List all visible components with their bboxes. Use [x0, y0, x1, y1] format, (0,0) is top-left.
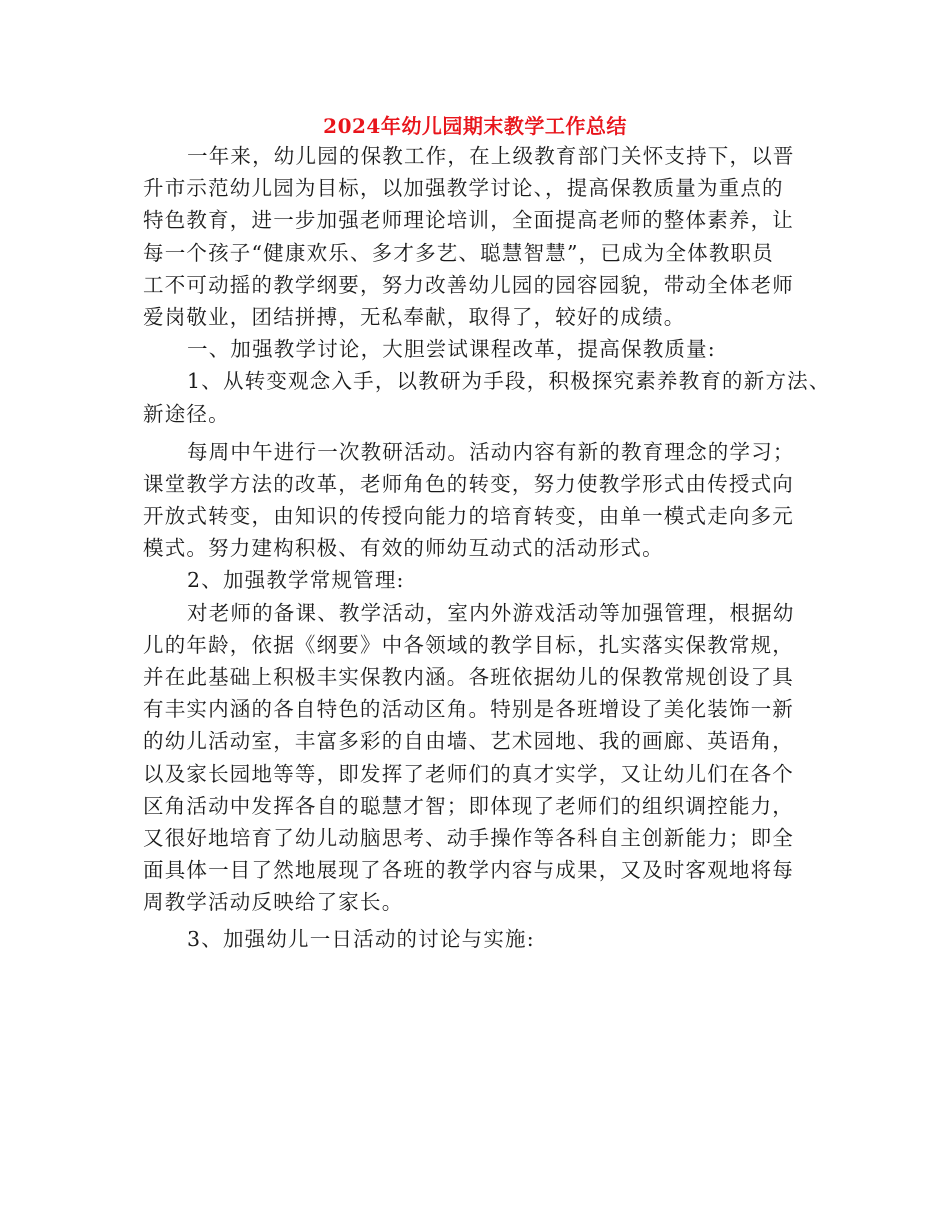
paragraph-line: 面具体一目了然地展现了各班的教学内容与成果，又及时客观地将每 — [143, 858, 794, 883]
paragraph-line: 特色教育，进一步加强老师理论培训，全面提高老师的整体素养，让 — [143, 208, 794, 233]
paragraph-line: 升市示范幼儿园为目标，以加强教学讨论、，提高保教质量为重点的 — [143, 176, 784, 201]
paragraph-line: 周教学活动反映给了家长。 — [143, 890, 404, 915]
paragraph-line: 并在此基础上积极丰实保教内涵。各班依据幼儿的保教常规创设了具 — [143, 665, 794, 689]
paragraph-line: 一年来，幼儿园的保教工作，在上级教育部门关怀支持下，以晋 — [187, 144, 795, 168]
document-body — [143, 140, 831, 955]
paragraph-line: 课堂教学方法的改革，老师角色的转变，努力使教学形式由传授式向 — [143, 471, 794, 496]
paragraph-line: 爱岗敬业，团结拼搏，无私奉献，取得了，较好的成绩。 — [143, 304, 686, 329]
paragraph-line: 新途径。 — [143, 401, 230, 426]
paragraph-line: 区角活动中发挥各自的聪慧才智；即体现了老师们的组织调控能力， — [143, 793, 794, 818]
paragraph-line: 每一个孩子“健康欢乐、多才多艺、聪慧智慧”，已成为全体教职员 — [143, 240, 774, 265]
document-title: 2024年幼儿园期末教学工作总结 — [323, 114, 627, 138]
paragraph-line: 又很好地培育了幼儿动脑思考、动手操作等各科自主创新能力；即全 — [143, 825, 794, 850]
paragraph-line: 一、加强教学讨论，大胆尝试课程改革，提高保教质量: — [187, 337, 716, 362]
paragraph-line: 开放式转变，由知识的传授向能力的培育转变，由单一模式走向多元 — [143, 504, 794, 529]
paragraph-line: 3、加强幼儿一日活动的讨论与实施: — [187, 926, 535, 951]
paragraph-line: 每周中午进行一次教研活动。活动内容有新的教育理念的学习； — [187, 439, 795, 464]
paragraph-line: 1、从转变观念入手，以教研为手段，积极探究素养教育的新方法、 — [187, 369, 831, 394]
paragraph-line: 模式。努力建构积极、有效的师幼互动式的活动形式。 — [143, 536, 664, 561]
paragraph-line: 以及家长园地等等，即发挥了老师们的真才实学，又让幼儿们在各个 — [143, 761, 794, 786]
paragraph-line: 儿的年龄，依据《纲要》中各领域的教学目标，扎实落实保教常规， — [143, 632, 794, 657]
paragraph-line: 有丰实内涵的各自特色的活动区角。特别是各班增设了美化装饰一新 — [143, 697, 794, 722]
paragraph-line: 工不可动摇的教学纲要，努力改善幼儿园的园容园貌，带动全体老师 — [143, 272, 794, 297]
paragraph-line: 的幼儿活动室，丰富多彩的自由墙、艺术园地、我的画廊、英语角， — [143, 729, 794, 754]
paragraph-line: 2、加强教学常规管理: — [187, 568, 405, 593]
paragraph-line: 对老师的备课、教学活动，室内外游戏活动等加强管理，根据幼 — [187, 600, 795, 625]
